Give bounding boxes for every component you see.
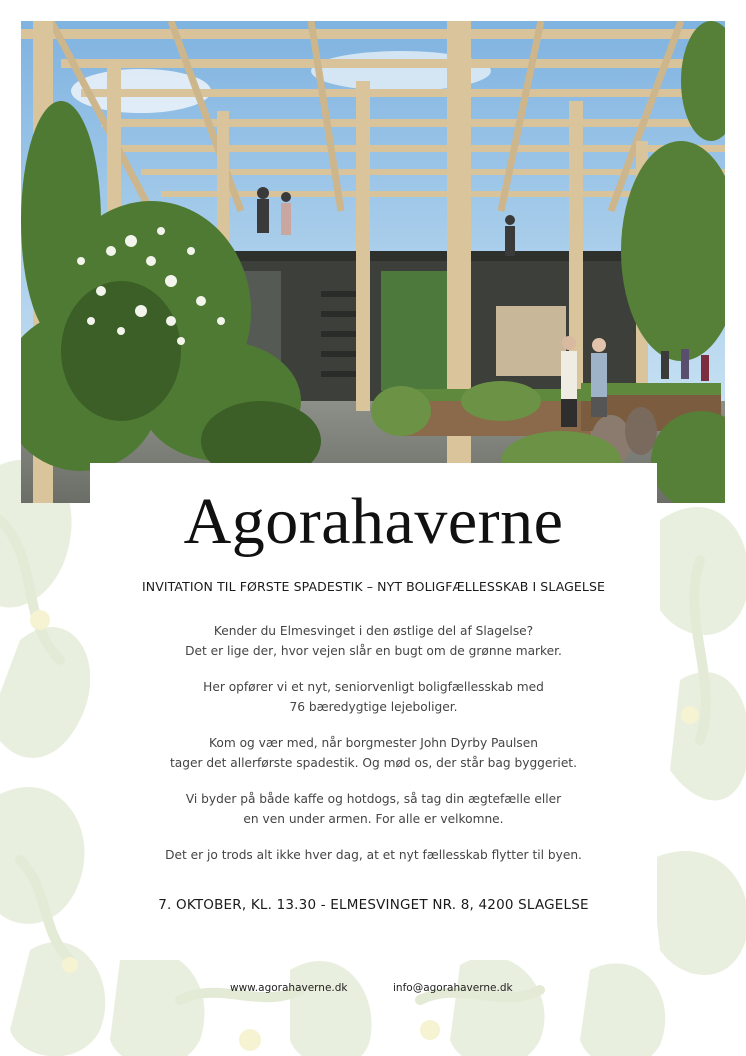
hero-image [21,21,725,503]
paragraph [90,790,657,829]
invitation-body [90,622,657,866]
invitation-subtitle: INVITATION TIL FØRSTE SPADESTIK – NYT BOLIGFÆLLESSKAB I SLAGELSE [141,579,606,595]
paragraph [90,846,657,866]
paragraph [90,734,657,773]
paragraph [90,622,657,661]
greenhouse-courtyard-image [21,21,725,503]
paragraph-line: Vi byder på både kaffe og hotdogs, så tag din ægtefælle eller [185,792,562,807]
paragraph-line: Her opfører vi et nyt, seniorvenligt boligfællesskab med [203,680,544,695]
paragraph-line: Kom og vær med, når borgmester John Dyrby Paulsen [208,736,538,751]
paragraph-line: en ven under armen. For alle er velkomne. [243,811,504,826]
paragraph-line: Kender du Elmesvinget i den østlige del af Slagelse? [213,624,534,639]
paragraph-line: tager det allerførste spadestik. Og mød os, der står bag byggeriet. [170,755,577,770]
email-link[interactable]: info@agorahaverne.dk [393,982,513,994]
paragraph-line: Det er lige der, hvor vejen slår en bugt om de grønne marker. [185,643,562,658]
paragraph [90,678,657,717]
website-link[interactable]: www.agorahaverne.dk [230,982,348,994]
page-title: Agorahaverne [183,485,564,558]
event-details: 7. OKTOBER, KL. 13.30 - ELMESVINGET NR. 8, 4200 SLAGELSE [158,896,589,913]
paragraph-line: 76 bæredygtige lejeboliger. [289,699,458,714]
paragraph-line: Det er jo trods alt ikke hver dag, at et nyt fællesskab flytter til byen. [165,848,582,863]
invitation-card [90,463,657,960]
